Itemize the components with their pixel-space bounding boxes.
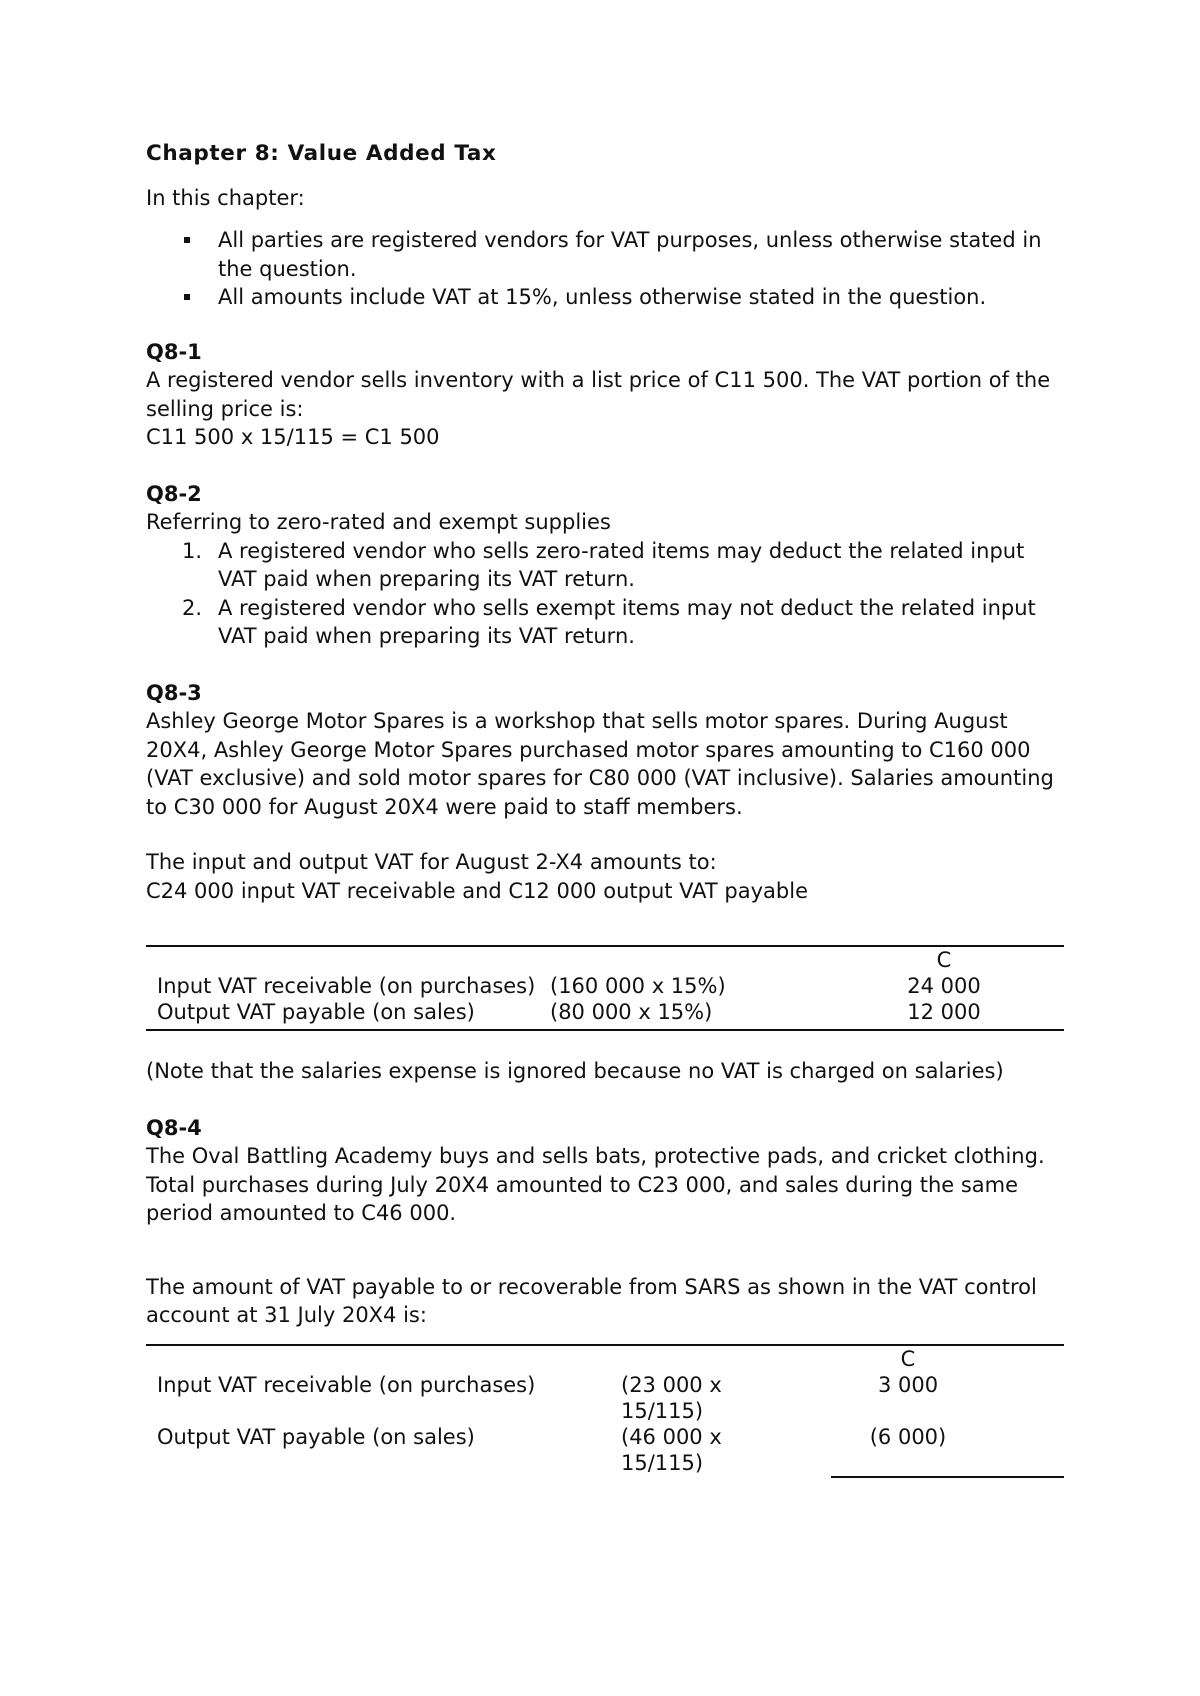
q8-3-answer: C24 000 input VAT receivable and C12 000 output VAT payable <box>146 878 809 903</box>
q8-1-text: A registered vendor sells inventory with a list price of C11 500. The VAT portion of the selling price is: <box>146 368 1051 421</box>
table-row <box>146 973 1064 999</box>
row-calculation: (80 000 x 15%) <box>549 999 883 1030</box>
list-item: All parties are registered vendors for VAT purposes, unless otherwise stated in the question. <box>146 226 1064 283</box>
q8-2-intro: Referring to zero-rated and exempt supplies <box>146 510 611 534</box>
list-number: 2. <box>182 595 203 620</box>
q8-4-text: The Oval Battling Academy buys and sells bats, protective pads, and cricket clothing. Total purchases during July 20X4 amounted to C23 000, and sales during the same period amounted to C46 000. <box>146 1144 1045 1225</box>
table-row <box>146 1372 1064 1424</box>
assumptions-list <box>146 226 1064 312</box>
table-row <box>146 999 1064 1030</box>
row-amount: 3 000 <box>877 1372 939 1397</box>
chapter-title: Chapter 8: Value Added Tax <box>146 141 497 166</box>
q8-3-answer-intro: The input and output VAT for August 2-X4 amounts to: <box>146 850 717 874</box>
q8-4-vat-table <box>146 1344 1064 1478</box>
question-heading-q8-3: Q8-3 <box>146 680 202 705</box>
currency-header: C <box>831 1345 1064 1372</box>
row-amount: 12 000 <box>883 999 1064 1030</box>
q8-2-list <box>146 537 1064 651</box>
list-item: All amounts include VAT at 15%, unless otherwise stated in the question. <box>146 283 1064 312</box>
q8-1-calculation: C11 500 x 15/115 = C1 500 <box>146 425 440 449</box>
document-page <box>146 140 1064 1478</box>
row-label: Output VAT payable (on sales) <box>157 1424 475 1449</box>
list-item <box>146 537 1064 594</box>
q8-3-vat-table <box>146 945 1064 1031</box>
row-label: Output VAT payable (on sales) <box>146 999 549 1030</box>
row-amount: (6 000) <box>831 1424 1064 1477</box>
currency-header: C <box>883 946 1064 973</box>
row-calculation: (23 000 x 15/115) <box>621 1372 722 1423</box>
list-item <box>146 594 1064 651</box>
q8-3-note: (Note that the salaries expense is ignored because no VAT is charged on salaries) <box>146 1059 1004 1083</box>
row-calculation: (46 000 x 15/115) <box>621 1424 722 1475</box>
table-row <box>146 1424 1064 1477</box>
intro-text: In this chapter: <box>146 185 305 210</box>
question-heading-q8-4: Q8-4 <box>146 1115 202 1140</box>
question-heading-q8-1: Q8-1 <box>146 339 202 364</box>
q8-4-answer-intro: The amount of VAT payable to or recoverable from SARS as shown in the VAT control account at 31 July 20X4 is: <box>146 1274 1037 1327</box>
list-text: A registered vendor who sells exempt items may not deduct the related input VAT paid when preparing its VAT return. <box>218 595 1036 648</box>
row-amount: 24 000 <box>907 974 981 998</box>
list-number: 1. <box>182 538 203 563</box>
question-heading-q8-2: Q8-2 <box>146 481 202 506</box>
row-label: Input VAT receivable (on purchases) <box>157 974 536 998</box>
row-label: Input VAT receivable (on purchases) <box>157 1372 536 1397</box>
row-calculation: (160 000 x 15%) <box>550 974 726 998</box>
q8-3-text: Ashley George Motor Spares is a workshop that sells motor spares. During August 20X4, Ashley George Motor Spares purchased motor spares amounting to C160 000 (VAT exclusive) and sold motor spares for C80 000 (VAT inclusive). Salaries amounting to C30 000 for August 20X4 were paid to staff members. <box>146 709 1054 819</box>
list-text: A registered vendor who sells zero-rated items may deduct the related input VAT paid when preparing its VAT return. <box>218 538 1025 591</box>
